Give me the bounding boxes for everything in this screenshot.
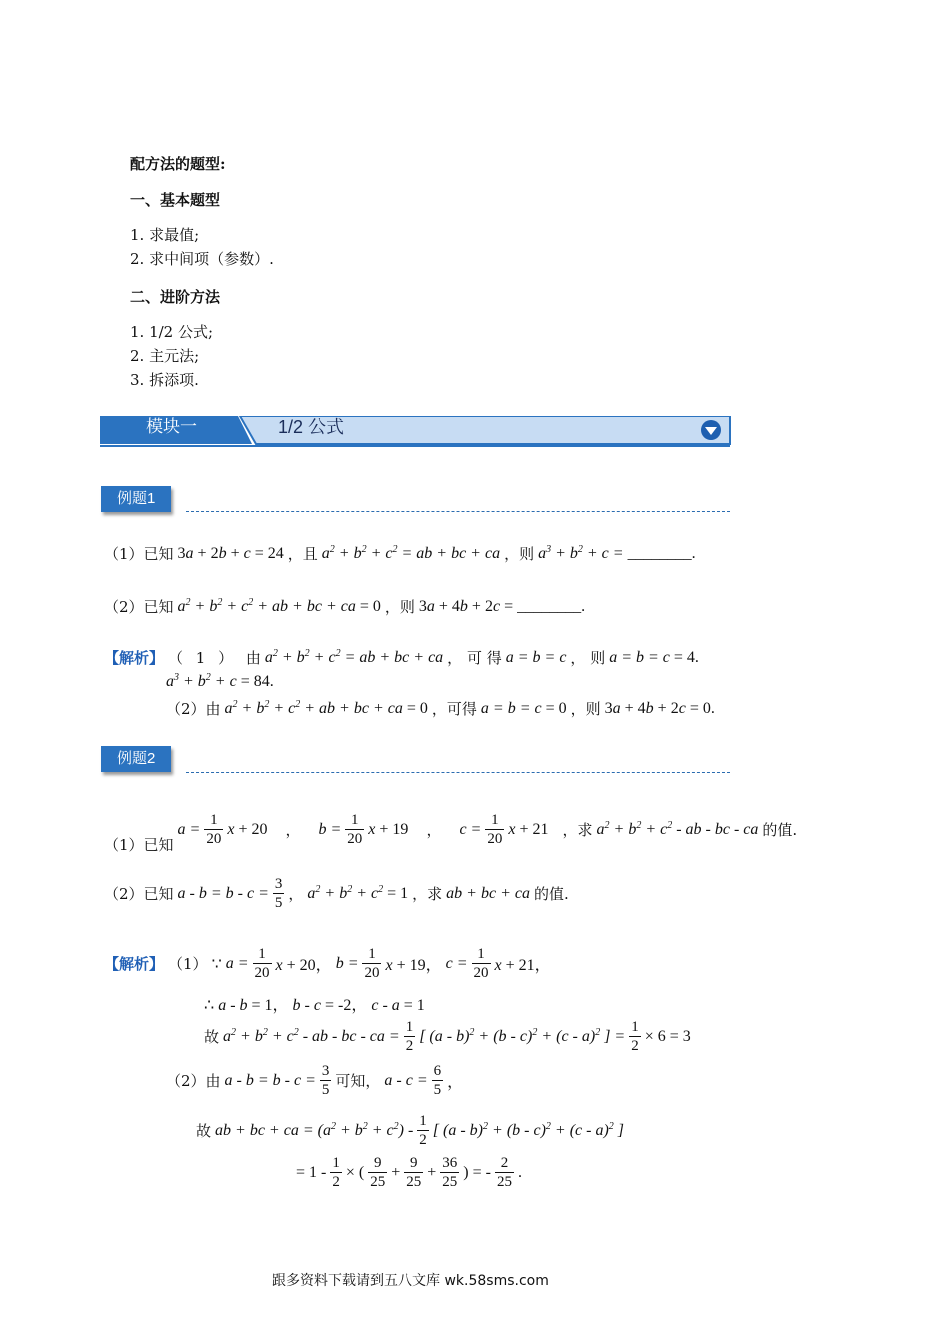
example-tab-2: 例题2 [101, 746, 171, 772]
module-label: 模块一 [146, 417, 197, 436]
ex1-solution-2: （2）由 $a^2 + b^2 + c^2$ + ab + bc + ca = 0 ，可得 a = b = c = 0 ，则 3a + 4b + 2c = 0. [166, 699, 715, 718]
ex2-q2: （2）已知 a - b = b - c = $\frac{3}{5}$ ， $a^2 + b^2 + c^2 = 1$ ，求 ab + bc + ca 的值. [104, 876, 569, 911]
ex2-solution-2b: 故 ab + bc + ca = $(a^2 + b^2 + c^2)$ - $\frac{1}{2}$ [ (a - b)$^2$ + (b - c)$^2$ + (c - a)$^2$ ] [196, 1113, 625, 1148]
collapse-chevron-icon[interactable] [700, 419, 722, 441]
divider [186, 772, 730, 773]
ex2-q1: （1）已知 a = $\frac{1}{20}$ x + 20 ， b = $\frac{1}{20}$ x + 19 ， c = $\frac{1}{20}$ x + 21 ，求 $a^2 + b^2 + c^2$ - ab - bc - ca 的值. [104, 812, 798, 854]
ex2-solution-1b: ∴ a - b = 1， b - c = -2， c - a = 1 [204, 997, 425, 1014]
example-tab-1: 例题1 [101, 486, 171, 512]
ex2-solution-2c: = 1 - $\frac{1}{2}$ × ( $\frac{9}{25}$ + $\frac{9}{25}$ + $\frac{36}{25}$ ) = - $\frac{2}{25}$ . [296, 1155, 522, 1190]
intro-title: 配方法的题型: [130, 155, 226, 173]
list-item: 2. 主元法; [130, 347, 200, 365]
footer-text: 跟多资料下载请到五八文库 wk.58sms.com [272, 1273, 549, 1289]
ex1-q1: （1）已知 3a + 2b + c = 24 ，且 $a^2 + b^2 + c^2$ = ab + bc + ca ，则 $a^3 + b^2 + c$ = ________. [104, 544, 696, 563]
list-item: 2. 求中间项（参数）. [130, 250, 274, 268]
section-advanced: 二、进阶方法 [130, 288, 221, 306]
list-item: 1. 1/2 公式; [130, 323, 214, 341]
divider [186, 511, 730, 512]
list-item: 1. 求最值; [130, 226, 200, 244]
ex2-solution-1: 【解析】 （1） ∵ a = $\frac{1}{20}$ x + 20， b = $\frac{1}{20}$ x + 19， c = $\frac{1}{20}$ x + 21， [104, 946, 551, 981]
ex1-q2: （2）已知 $a^2 + b^2 + c^2$ + ab + bc + ca = 0 ，则 3a + 4b + 2c = ________. [104, 597, 586, 616]
list-item: 3. 拆添项. [130, 371, 199, 389]
ex2-solution-1c: 故 $a^2 + b^2 + c^2$ - ab - bc - ca = $\frac{1}{2}$ [ (a - b)$^2$ + (b - c)$^2$ + (c - a)$^2$ ] = $\frac{1}{2}$ × 6 = 3 [204, 1019, 691, 1054]
module-banner [100, 416, 732, 446]
ex1-solution-1b: $a^3 + b^2 + c = 84$. [166, 672, 274, 690]
ex1-solution-1: 【解析】 （ 1 ） 由 $a^2 + b^2 + c^2$ = ab + bc + ca ， 可 得 a = b = c ， 则 a = b = c = 4. [104, 648, 699, 667]
ex2-solution-2: （2）由 a - b = b - c = $\frac{3}{5}$ 可知， a - c = $\frac{6}{5}$ ， [166, 1063, 464, 1098]
module-title: 1/2 公式 [278, 417, 345, 437]
section-basic: 一、基本题型 [130, 191, 221, 209]
